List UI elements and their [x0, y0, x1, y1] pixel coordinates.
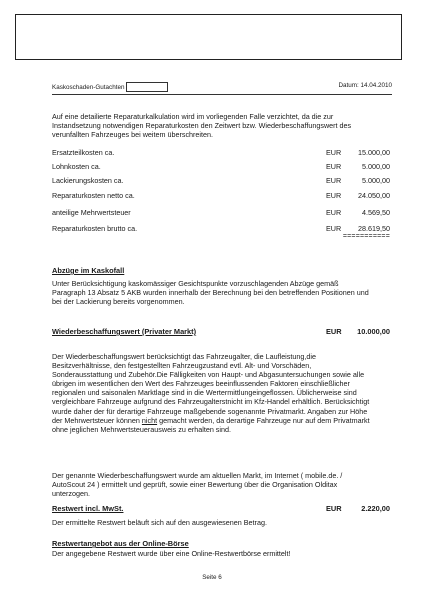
wbw-row — [52, 327, 390, 337]
restwert-value: 2.220,00 — [361, 504, 390, 513]
cost-label: Ersatzteilkosten ca. — [52, 148, 115, 157]
cost-value: 24.050,00 — [358, 191, 390, 200]
document-date: Datum: 14.04.2010 — [338, 82, 392, 89]
cost-currency: EUR — [326, 191, 342, 200]
cost-currency: EUR — [326, 176, 342, 185]
cost-label: Reparaturkosten netto ca. — [52, 191, 135, 200]
cost-row — [52, 162, 390, 172]
wbw-currency: EUR — [326, 327, 342, 336]
cost-value: 4.569,50 — [362, 208, 390, 217]
cost-row — [52, 148, 390, 158]
cost-row — [52, 191, 390, 201]
reference-field[interactable] — [126, 82, 168, 92]
header-box — [15, 14, 402, 60]
wbw-text-part: gemacht werden, da derartige Fahrzeuge nur auf dem Privatmarkt ohne jeglichen Mehrwertsteuerausweis zu erhalten sind. — [52, 415, 370, 434]
cost-label: anteilige Mehrwertsteuer — [52, 208, 131, 217]
cost-label: Lohnkosten ca. — [52, 162, 101, 171]
cost-label: Lackierungskosten ca. — [52, 176, 124, 185]
cost-currency: EUR — [326, 208, 342, 217]
cost-value: 28.619,50 — [358, 224, 390, 233]
abzuege-paragraph: Unter Berücksichtigung kaskomässiger Gesichtspunkte vorzuschlagenden Abzüge gemäß Paragraph 13 Absatz 5 AKB wurden innerhalb der Berechnung bei den betreffenden Positionen und bei der Lackierung bereits vorgenommen. — [52, 279, 369, 307]
cost-row-total — [52, 224, 390, 240]
page-number: Seite 6 — [202, 574, 222, 581]
cost-value: 5.000,00 — [362, 162, 390, 171]
total-double-rule: =========== — [342, 233, 390, 240]
cost-currency: EUR — [326, 148, 342, 157]
wbw-heading: Wiederbeschaffungswert (Privater Markt) — [52, 327, 197, 336]
wbw-text-part: Der Wiederbeschaffungswert berücksichtigt das Fahrzeugalter, die Laufleistung,die Besitzverhältnisse, den festgestellten Fahrzeugzustand evtl. Alt- und Vorschäden, Sonderausstattung und Zubehör.Die Fälligkeiten von Haupt- und Abgasuntersuchungen sowie alle übrigen im wesentlichen den Wert des Fahrzeuges beeinflussenden Faktoren einschließlicher regionalen und saisonalen Marktlage sind in die Wertermittlungeingeflossen. Üblicherweise sind vergleichbare Fahrzeuge aufgrund des Fahrzeugalterstnicht im Kfz-Handel erhältlich. Berücksichtigt wurde daher der für derartige Fahrzeuge maßgebende sogenannte Privatmarkt. Angaben zur Höhe der Mehrwertsteuer können — [52, 352, 370, 425]
wbw-text-emphasis: nicht — [141, 415, 158, 425]
cost-label: Reparaturkosten brutto ca. — [52, 224, 138, 233]
cost-value: 5.000,00 — [362, 176, 390, 185]
restwert-paragraph: Der ermittelte Restwert beläuft sich auf den ausgewiesenen Betrag. — [52, 518, 267, 527]
cost-currency: EUR — [326, 162, 342, 171]
restwert-currency: EUR — [326, 504, 342, 513]
document-header — [52, 82, 392, 94]
restwert-heading: Restwert incl. MwSt. — [52, 504, 124, 513]
cost-currency: EUR — [326, 224, 342, 233]
intro-paragraph: Auf eine detailierte Reparaturkalkulation wird im vorliegenden Falle verzichtet, da die zur Instandsetzung notwendigen Reparaturkosten den Zeitwert bzw. Wiederbeschaffungswert des verunfallten Fahrzeuges bei weitem überschreiten. — [52, 112, 352, 140]
restwert-row — [52, 504, 390, 514]
restwertangebot-heading: Restwertangebot aus der Online-Börse — [52, 539, 189, 548]
cost-row — [52, 176, 390, 186]
cost-value: 15.000,00 — [358, 148, 390, 157]
header-left — [52, 82, 168, 92]
wbw-value: 10.000,00 — [357, 327, 390, 336]
abzuege-heading: Abzüge im Kaskofall — [52, 266, 125, 275]
restwertangebot-paragraph: Der angegebene Restwert wurde über eine Online-Restwertbörse ermittelt! — [52, 549, 291, 558]
header-rule — [52, 94, 392, 95]
cost-row — [52, 208, 390, 218]
wbw-source-paragraph: Der genannte Wiederbeschaffungswert wurde am aktuellen Markt, im Internet ( mobile.de. / AutoScout 24 ) ermittelt und geprüft, sowie einer Bewertung über die Organisation Olditax unterzogen. — [52, 471, 343, 499]
wbw-paragraph — [52, 352, 370, 434]
document-type: Kaskoschaden-Gutachten — [52, 83, 125, 91]
